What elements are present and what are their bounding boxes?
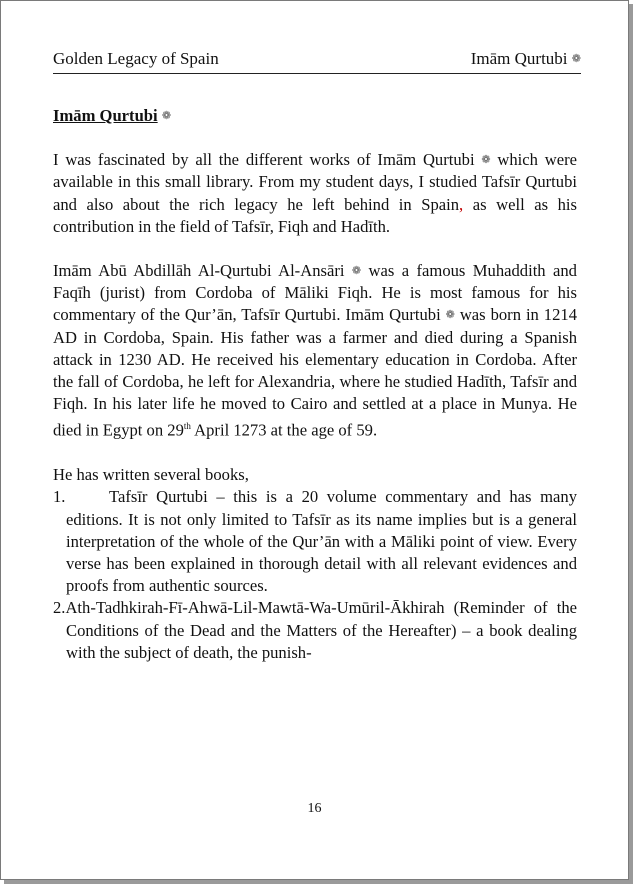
honorific-symbol: ❁	[351, 265, 362, 278]
para2-text-c: was born in 1214 AD in Cordoba, Spain. His father was a farmer and died during a Spanish attack in 1230 AD. He received his elementary education in Cordoba. After the fall of Cordoba, he left for Alexandria, where he studied Hadīth, Tafsīr and Fiqh. In his later life he moved to Cairo and settled at a place in Munya. He died in Egypt on 29	[53, 305, 577, 440]
para1-text-a: I was fascinated by all the different works of Imām Qurtubi	[53, 150, 475, 170]
list-item	[53, 486, 577, 597]
para2-text-b: was a famous Muhaddith and Faqīh (jurist) from Cordoba of Māliki Fiqh. He is most famous for his commentary of the Qur’ān, Tafsīr Qurtubi. Imām Qurtubi	[53, 261, 577, 325]
books-intro: He has written several books,	[53, 465, 249, 485]
list-number: 2.	[53, 598, 66, 618]
honorific-symbol: ❁	[481, 154, 491, 167]
para1-red-comma: ,	[459, 194, 464, 214]
honorific-symbol: ❁	[445, 309, 455, 322]
list-number: 1.	[53, 487, 66, 507]
section-title	[53, 105, 577, 127]
header-chapter-name: Imām Qurtubi	[470, 49, 568, 68]
page-body	[53, 105, 577, 664]
list-item	[53, 597, 577, 664]
section-title-text: Imām Qurtubi	[53, 106, 158, 125]
paragraph-intro	[53, 149, 577, 238]
header-book-title: Golden Legacy of Spain	[53, 49, 219, 68]
books-list	[53, 486, 577, 664]
list-item-text: (Reminder of the Conditions of the Dead and the Matters of the Hereafter) – a book dealing with the subject of death, the punish-	[66, 598, 577, 662]
honorific-symbol: ❁	[571, 53, 581, 65]
para2-text-d: April 1273 at the age of 59.	[190, 420, 378, 440]
honorific-symbol: ❁	[161, 110, 172, 122]
date-superscript: th	[183, 421, 191, 432]
list-item-text: Tafsīr Qurtubi – this is a 20 volume commentary and has many editions. It is not only limited to Tafsīr as its name implies but is a general interpretation of the whole of the Qur’ān with a Māliki point of view. Every verse has been explained in thorough detail with all relevant evidences and proofs from authentic sources.	[66, 487, 577, 596]
para1-text-c: as well as his contribution in the field of Tafsīr, Fiqh and Hadīth.	[53, 194, 577, 236]
running-header	[53, 47, 581, 74]
header-chapter-title	[471, 49, 581, 69]
paragraph-biography	[53, 260, 577, 442]
para2-text-a: Imām Abū Abdillāh Al-Qurtubi Al-Ansāri	[53, 261, 345, 281]
book-title: Ath-Tadhkirah-Fī-Ahwā-Lil-Mawtā-Wa-Umūril-Ākhirah	[65, 598, 445, 618]
page-number: 16	[307, 801, 322, 816]
para1-text-b: which were available in this small library. From my student days, I studied Tafsīr Qurtubi and also about the rich legacy he left behind in Spain	[53, 150, 577, 214]
